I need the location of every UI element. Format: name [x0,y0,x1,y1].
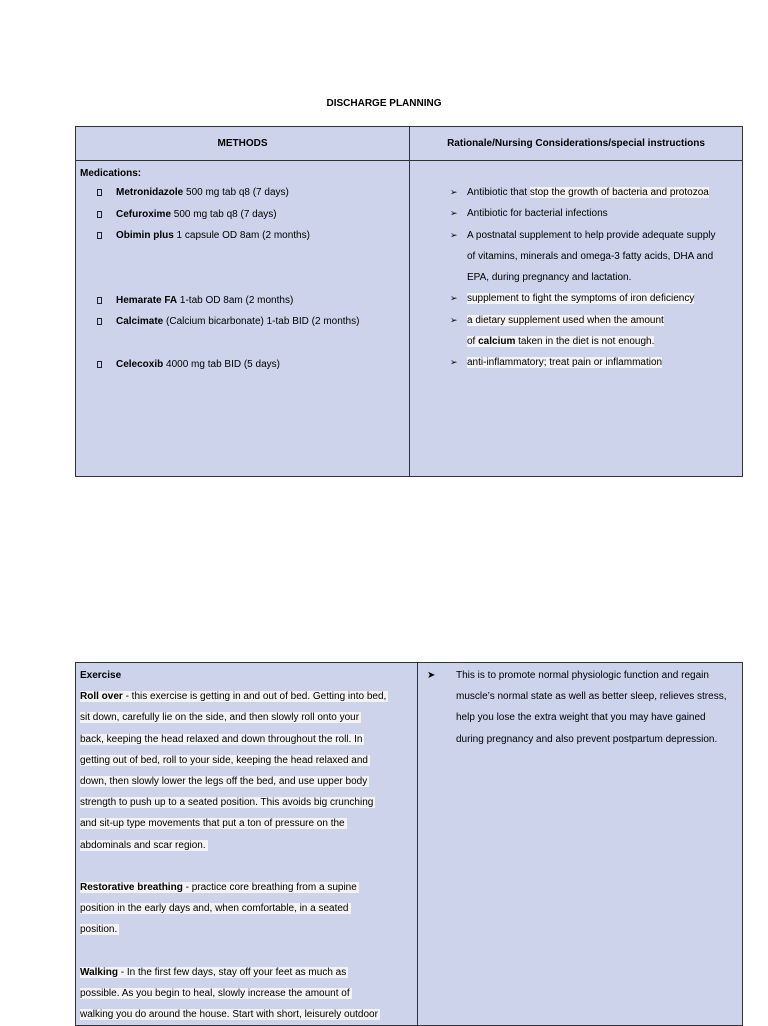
methods-header: METHODS [76,127,410,161]
arrow-bullet-icon: ➢ [450,314,458,325]
rationale-item: ➢ Antibiotic for bacterial infections [410,203,742,224]
rationale-item: ➢ supplement to fight the symptoms of iron deficiency [410,288,742,309]
medication-item [76,290,409,312]
medication-item [76,311,409,333]
rollover-line: strength to push up to a seated position. This avoids big crunching [80,797,374,809]
rationale-item: ➢ A postnatal supplement to help provide adequate supply [410,225,742,246]
medication-name: Calcimate [116,316,164,327]
walking-line: possible. As you begin to heal, slowly increase the amount of [80,987,350,999]
breathing-line: position. [80,924,118,936]
rollover-line: and sit-up type movements that put a ton of pressure on the [80,818,345,830]
arrow-bullet-icon: ➢ [450,229,458,240]
arrow-bullet-icon: ➢ [450,187,458,197]
rationale-item: ➢ Antibiotic that stop the growth of bacteria and protozoa [410,182,742,203]
arrow-bullet-icon: ➢ [450,357,458,368]
medication-name: Celecoxib [116,359,164,370]
table-header-row [76,127,743,161]
rollover-line: sit down, carefully lie on the side, and then slowly roll onto your [80,712,360,724]
exercise-row [76,663,743,1026]
medication-detail: 4000 mg tab BID (5 days) [163,359,280,370]
medication-item [76,182,409,204]
walking-line: Walking - In the first few days, stay off your feet as much as [80,966,347,978]
medication-item [76,225,409,247]
medication-detail: 1-tab OD 8am (2 months) [177,294,294,306]
exercise-label: Exercise [80,670,122,681]
walking-line: walking you do around the house. Start with short, leisurely outdoor [80,1009,378,1020]
breathing-line: position in the early days and, when comfortable, in a seated [80,903,349,915]
medication-detail: 500 mg tab q8 (7 days) [183,187,289,198]
exercise-table [75,662,743,1026]
rationale-header: Rationale/Nursing Considerations/special instructions [410,127,743,161]
medications-table [75,126,743,477]
exercise-rationale-line: ➤ This is to promote normal physiologic function and regain [418,665,742,686]
medication-name: Cefuroxime [116,208,172,220]
rollover-line: back, keeping the head relaxed and down throughout the roll. In [80,733,363,745]
checkbox-icon [97,297,102,304]
exercise-rationale-line: muscle’s normal state as well as better sleep, relieves stress, [456,691,727,703]
medications-cell [76,161,410,477]
checkbox-icon [97,232,102,239]
exercise-rationale-line: during pregnancy and also prevent postpartum depression. [456,733,718,745]
medication-detail: 500 mg tab q8 (7 days) [171,208,277,220]
medication-item [76,204,409,226]
exercise-rationale-cell [418,663,743,1026]
checkbox-icon [97,318,102,325]
exercise-cell [76,663,418,1026]
rationale-cell [410,161,743,477]
medication-name: Metronidazole [116,187,184,198]
checkbox-icon [97,211,102,218]
rationale-continuation: of vitamins, minerals and omega-3 fatty acids, DHA and [467,250,714,262]
checkbox-icon [97,361,102,368]
arrow-bullet-icon: ➢ [450,293,458,304]
medications-label: Medications: [80,168,142,179]
rationale-item: ➢ anti-inflammatory; treat pain or inflammation [410,352,742,373]
rollover-line: getting out of bed, roll to your side, keeping the head relaxed and [80,754,368,766]
medications-row [76,161,743,477]
breathing-line: Restorative breathing - practice core breathing from a supine [80,881,357,893]
exercise-rationale-line: help you lose the extra weight that you may have gained [456,712,706,724]
arrow-bullet-icon: ➤ [427,670,436,681]
medication-name: Obimin plus [116,230,174,241]
rationale-item: ➢ a dietary supplement used when the amount [410,310,742,331]
rollover-line: Roll over - this exercise is getting in and out of bed. Getting into bed, [80,691,387,703]
rollover-line: abdominals and scar region. [80,839,206,851]
medication-item [76,354,409,376]
rollover-line: down, then slowly lower the legs off the bed, and use upper body [80,775,368,787]
rationale-continuation: EPA, during pregnancy and lactation. [467,272,632,284]
medication-detail: (Calcium bicarbonate) 1-tab BID (2 months) [163,316,360,327]
rationale-continuation: of calcium taken in the diet is not enough. [467,336,655,348]
arrow-bullet-icon: ➢ [450,208,458,219]
medication-detail: 1 capsule OD 8am (2 months) [173,230,310,241]
document-title: DISCHARGE PLANNING [326,98,442,109]
checkbox-icon [97,189,102,196]
medication-name: Hemarate FA [116,294,178,306]
